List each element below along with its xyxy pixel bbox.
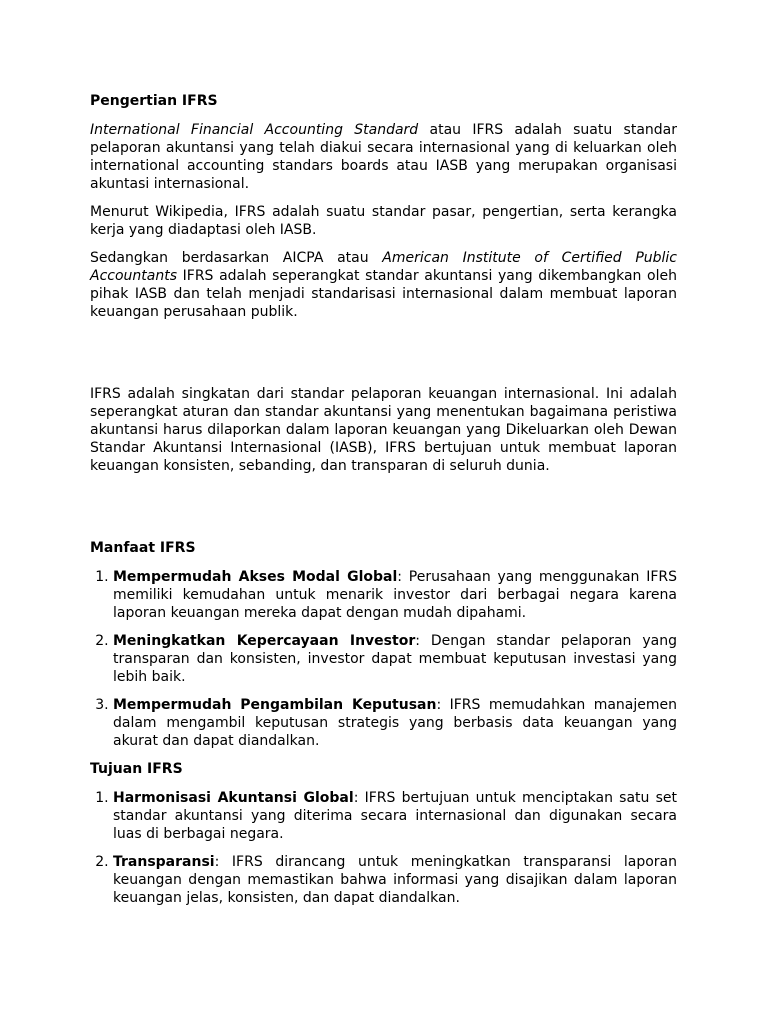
list-item-title: Mempermudah Akses Modal Global	[113, 569, 398, 585]
paragraph-wikipedia: Menurut Wikipedia, IFRS adalah suatu standar pasar, pengertian, serta kerangka kerja yang diadaptasi oleh IASB.	[90, 204, 677, 238]
paragraph-definition-text: atau IFRS adalah suatu standar pelaporan akuntansi yang telah diakui secara internasional yang di keluarkan oleh international accounting standars boards atau IASB yang merupakan organisasi akuntasi internasional.	[90, 122, 677, 192]
list-item-text: : IFRS memudahkan manajemen dalam mengambil keputusan strategis yang berbasis data keuangan yang akurat dan dapat diandalkan.	[113, 697, 678, 749]
heading-pengertian: Pengertian IFRS	[90, 93, 218, 109]
list-item	[113, 789, 677, 843]
list-item-text: : Dengan standar pelaporan yang transparan dan konsisten, investor dapat membuat keputusan investasi yang lebih baik.	[113, 633, 677, 685]
list-item-text: : IFRS bertujuan untuk menciptakan satu set standar akuntansi yang diterima secara internasional dan digunakan secara luas di berbagai negara.	[113, 790, 678, 842]
list-item-text: : IFRS dirancang untuk meningkatkan transparansi laporan keuangan dengan memastikan bahwa informasi yang disajikan dalam laporan keuangan jelas, konsisten, dan dapat diandalkan.	[113, 854, 677, 906]
list-item	[113, 632, 677, 686]
heading-tujuan: Tujuan IFRS	[90, 761, 183, 777]
paragraph-aicpa-start: Sedangkan berdasarkan AICPA atau	[90, 250, 383, 266]
heading-manfaat: Manfaat IFRS	[90, 540, 196, 556]
list-item-title: Meningkatkan Kepercayaan Investor	[113, 633, 416, 649]
list-manfaat	[90, 568, 677, 750]
list-item-text: : Perusahaan yang menggunakan IFRS memiliki kemudahan untuk menarik investor dari berbagai negara karena laporan keuangan mereka dapat dengan mudah dipahami.	[113, 569, 677, 621]
list-item	[113, 696, 677, 750]
list-item-title: Transparansi	[113, 854, 215, 870]
list-item-title: Mempermudah Pengambilan Keputusan	[113, 697, 437, 713]
list-item-title: Harmonisasi Akuntansi Global	[113, 790, 354, 806]
term-ifas: International Financial Accounting Standard	[90, 122, 419, 138]
list-item	[113, 568, 677, 622]
paragraph-singkatan: IFRS adalah singkatan dari standar pelaporan keuangan internasional. Ini adalah seperangkat aturan dan standar akuntansi yang menentukan bagaimana peristiwa akuntansi harus dilaporkan dalam laporan keuangan yang Dikeluarkan oleh Dewan Standar Akuntansi Internasional (IASB), IFRS bertujuan untuk membuat laporan keuangan konsisten, sebanding, dan transparan di seluruh dunia.	[90, 386, 677, 474]
document-page	[90, 92, 677, 917]
paragraph-definition	[90, 121, 677, 193]
term-aicpa: American Institute of Certified Public Accountants	[90, 250, 677, 284]
blank-space	[90, 331, 677, 385]
blank-space	[90, 485, 677, 539]
list-item	[113, 853, 677, 907]
paragraph-aicpa	[90, 249, 677, 321]
paragraph-aicpa-text: IFRS adalah seperangkat standar akuntansi yang dikembangkan oleh pihak IASB dan telah menjadi standarisasi internasional dalam membuat laporan keuangan perusahaan publik.	[90, 268, 677, 320]
list-tujuan	[90, 789, 677, 907]
